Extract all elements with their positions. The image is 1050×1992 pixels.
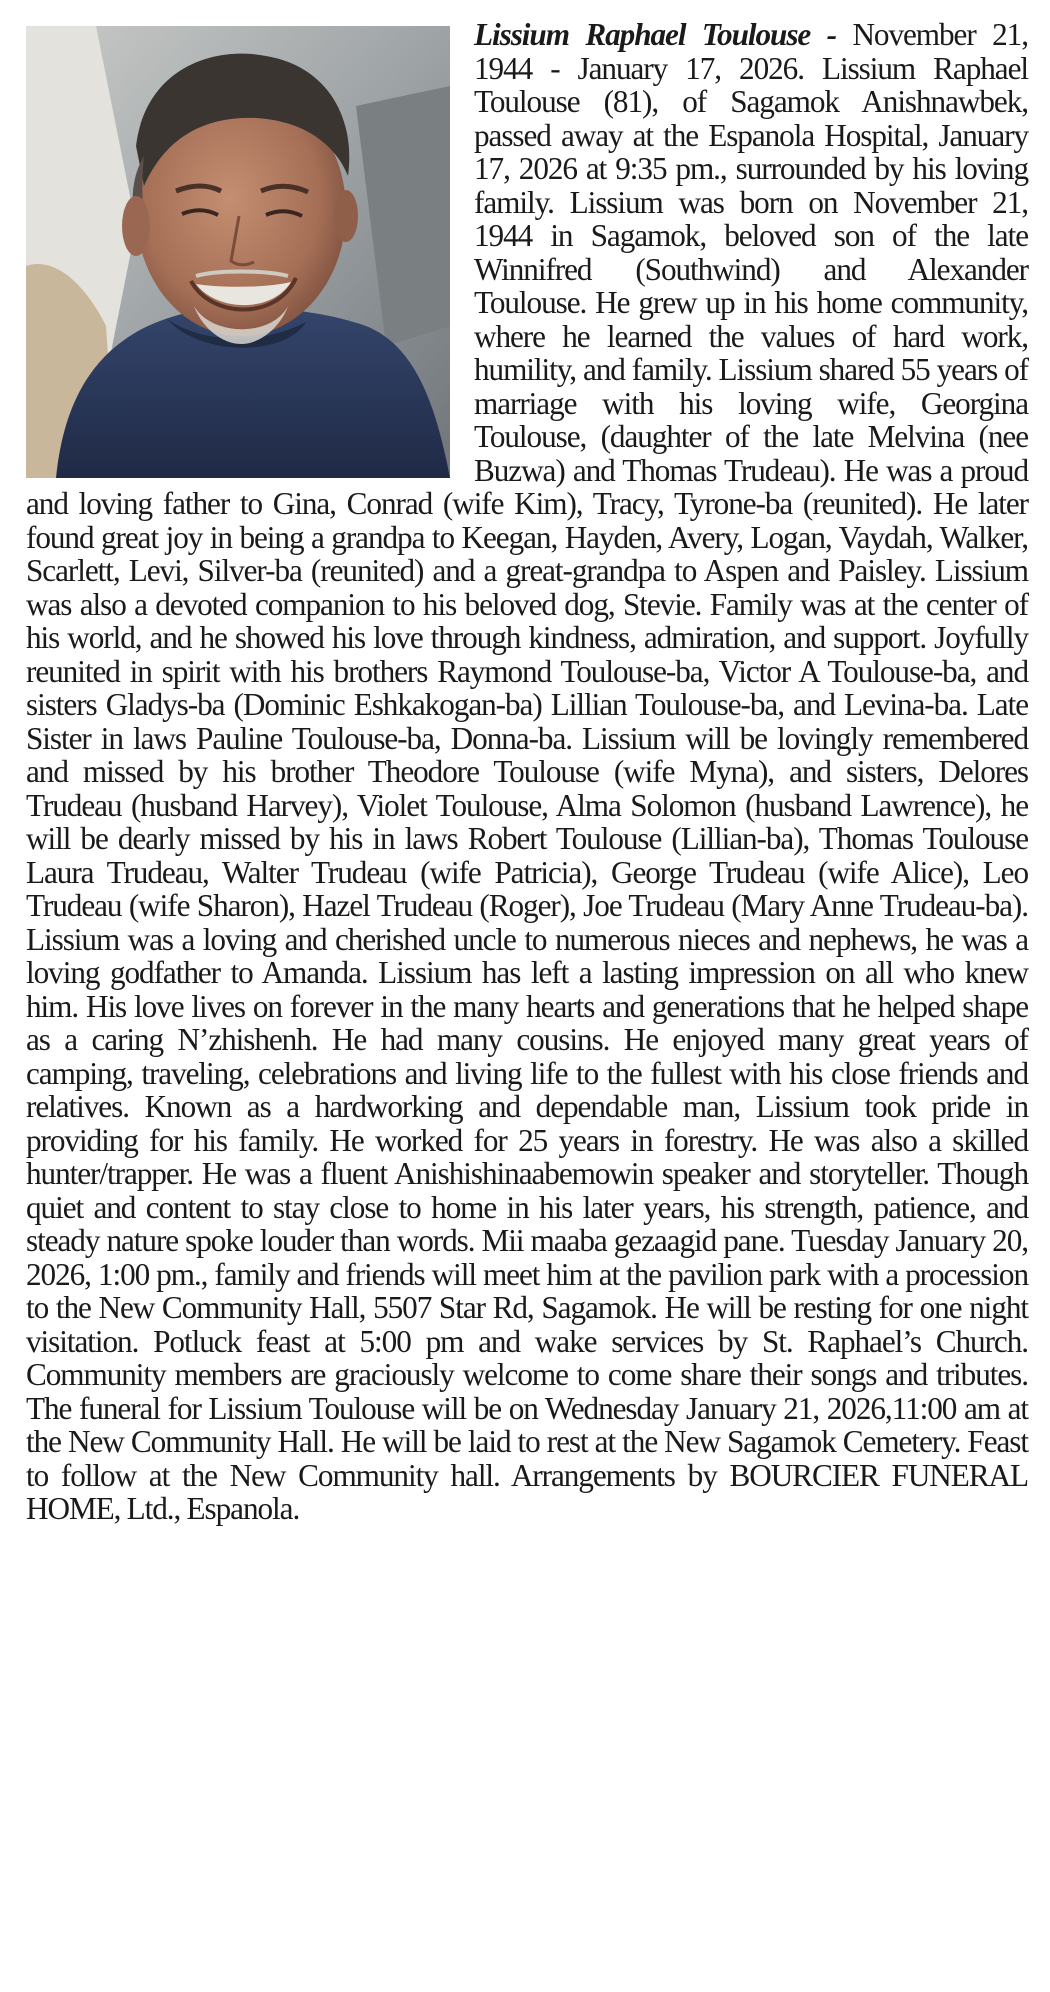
portrait-photo xyxy=(26,26,450,478)
life-dates: November 21, 1944 - January 17, 2026. xyxy=(474,17,1028,86)
ear-left xyxy=(122,196,150,256)
ear-right xyxy=(334,190,358,242)
deceased-name-heading: Lissium Raphael Toulouse - xyxy=(474,17,836,52)
portrait-illustration xyxy=(26,26,450,478)
obituary-body: Lissium Raphael Toulouse (81), of Sagamok Anishnawbek, passed away at the Espanola Hospital, January 17, 2026 at 9:35 pm., surrounded by his loving family. Lissium was born on November 21, 1944 in Sagamok, beloved son of the late Winnifred (Southwind) and Alexander Toulouse. He grew up in his home community, where he learned the values of hard work, humility, and family. Lissium shared 55 years of marriage with his loving wife, Georgina Toulouse, (daughter of the late Melvina (nee Buzwa) and Thomas Trudeau). He was a proud and loving father to Gina, Conrad (wife Kim), Tracy, Tyrone-ba (reunited). He later found great joy in being a grandpa to Keegan, Hayden, Avery, Logan, Vaydah, Walker, Scarlett, Levi, Silver-ba (reunited) and a great-grandpa to Aspen and Paisley. Lissium was also a devoted companion to his beloved dog, Stevie. Family was at the center of his world, and he showed his love through kindness, admiration, and support. Joyfully reunited in spirit with his brothers Raymond Toulouse-ba, Victor A Toulouse-ba, and sisters Gladys-ba (Dominic Eshkakogan-ba) Lillian Toulouse-ba, and Levina-ba. Late Sister in laws Pauline Toulouse-ba, Donna-ba. Lissium will be lovingly remembered and missed by his brother Theodore Toulouse (wife Myna), and sisters, Delores Trudeau (husband Harvey), Violet Toulouse, Alma Solomon (husband Lawrence), he will be dearly missed by his in laws Robert Toulouse (Lillian-ba), Thomas Toulouse Laura Trudeau, Walter Trudeau (wife Patricia), George Trudeau (wife Alice), Leo Trudeau (wife Sharon), Hazel Trudeau (Roger), Joe Trudeau (Mary Anne Trudeau-ba). Lissium was a loving and cherished uncle to numerous nieces and nephews, he was a loving godfather to Amanda. Lissium has left a lasting impression on all who knew him. His love lives on forever in the many hearts and generations that he helped shape as a caring N’zhishenh. He had many cousins. He enjoyed many great years of camping, traveling, celebrations and living life to the fullest with his close friends and relatives. Known as a hardworking and dependable man, Lissium took pride in providing for his family. He worked for 25 years in forestry. He was also a skilled hunter/trapper. He was a fluent Anishishinaabemowin speaker and storyteller. Though quiet and content to stay close to home in his later years, his strength, patience, and steady nature spoke louder than words. Mii maaba gezaagid pane. Tuesday January 20, 2026, 1:00 pm., family and friends will meet him at the pavilion park with a procession to the New Community Hall, 5507 Star Rd, Sagamok. He will be resting for one night visitation. Potluck feast at 5:00 pm and wake services by St. Raphael’s Church. Community members are graciously welcome to come share their songs and tributes. The funeral for Lissium Toulouse will be on Wednesday January 21, 2026,11:00 am at the New Community Hall. He will be laid to rest at the New Sagamok Cemetery. Feast to follow at the New Community hall. Arrangements by BOURCIER FUNERAL HOME, Ltd., Espanola. xyxy=(26,50,1028,1526)
